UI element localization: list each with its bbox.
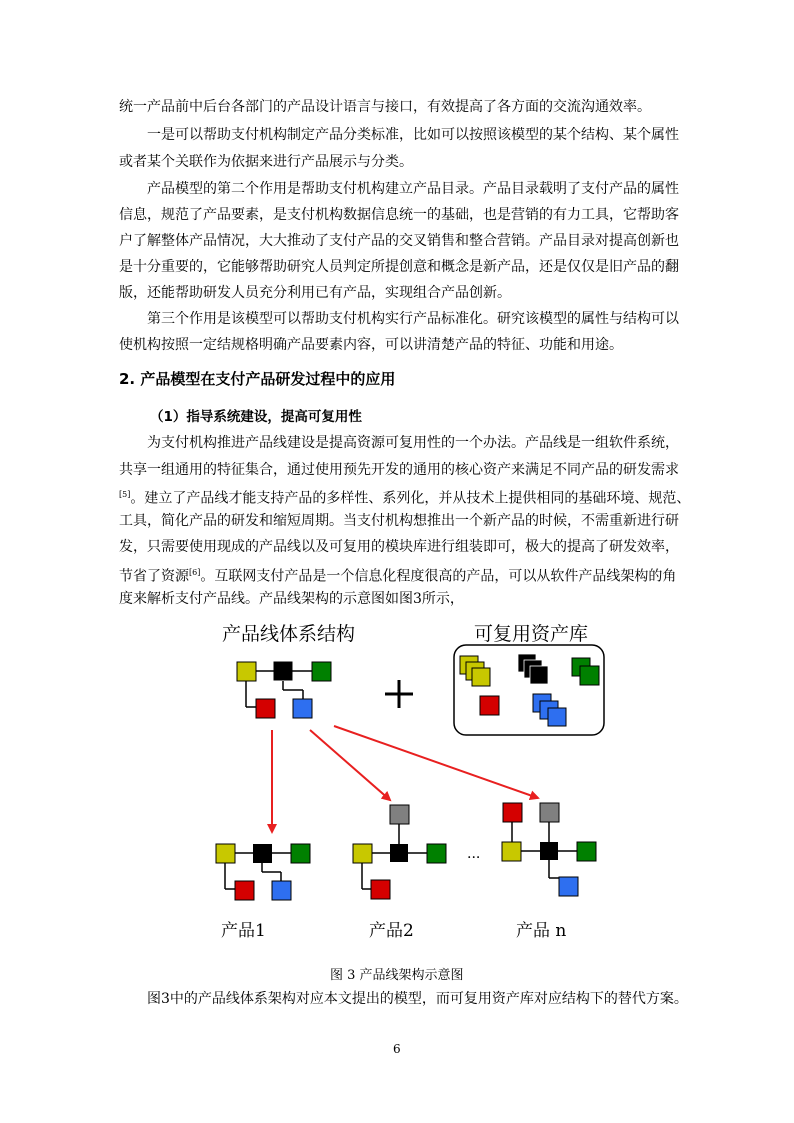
ellipsis: ... <box>467 846 481 862</box>
node-red <box>256 699 275 718</box>
figure-caption: 图 3 产品线架构示意图 <box>330 968 464 983</box>
paragraph-line: 使机构按照一定结规格明确产品要素内容，可以讲清楚产品的特征、功能和用途。 <box>119 337 623 353</box>
node-yellow <box>237 662 256 681</box>
subsection-heading: （1）指导系统建设，提高可复用性 <box>150 409 362 425</box>
paragraph-line: 一是可以帮助支付机构制定产品分类标准，比如可以按照该模型的某个结构、某个属性 <box>147 127 679 143</box>
paragraph-line: 户了解整体产品情况，大大推动了支付产品的交叉销售和整合营销。产品目录对提高创新也 <box>119 233 679 249</box>
paragraph-line: 信息，规范了产品要素，是支付机构数据信息统一的基础，也是营销的有力工具，它帮助客 <box>119 207 679 223</box>
paragraph-line: 版，还能帮助研发人员充分利用已有产品，实现组合产品创新。 <box>119 285 511 301</box>
product-label-n: 产品 n <box>516 921 567 941</box>
plus-sign <box>385 680 413 708</box>
paragraph-line: 工具，简化产品的研发和缩短周期。当支付机构想推出一个新产品的时候，不需重新进行研 <box>119 513 679 529</box>
figure-label-product-line-architecture: 产品线体系结构 <box>222 623 356 645</box>
citation-ref-5: [5] <box>119 490 131 499</box>
paragraph-line: 第三个作用是该模型可以帮助支付机构实行产品标准化。研究该模型的属性与结构可以 <box>147 311 679 327</box>
paragraph-line: 图3中的产品线体系架构对应本文提出的模型，而可复用资产库对应结构下的替代方案。 <box>147 991 688 1007</box>
product-label-2: 产品2 <box>369 921 414 941</box>
paragraph-text: 节省了资源 <box>119 568 189 585</box>
paragraph-line: 或者某个关联作为依据来进行产品展示与分类。 <box>119 154 413 170</box>
page-number: 6 <box>393 1042 401 1056</box>
paragraph-text: 。建立了产品线才能支持产品的多样性、系列化，并从技术上提供相同的基础环境、规范、 <box>130 490 691 507</box>
paragraph-line: 为支付机构推进产品线建设是提高资源可复用性的一个办法。产品线是一组软件系统， <box>147 435 679 451</box>
paragraph-line: 度来解析支付产品线。产品线架构的示意图如图3所示， <box>119 591 464 607</box>
citation-ref-6: [6] <box>189 568 201 577</box>
paragraph-line: 发，只需要使用现成的产品线以及可复用的模块库进行组装即可，极大的提高了研发效率， <box>119 539 679 555</box>
paragraph-text: 。互联网支付产品是一个信息化程度很高的产品，可以从软件产品线架构的角 <box>200 568 677 585</box>
figure-label-reusable-asset-library: 可复用资产库 <box>474 623 589 645</box>
paragraph-line: 是十分重要的，它能够帮助研究人员判定所提创意和概念是新产品，还是仅仅是旧产品的翻 <box>119 259 679 275</box>
node-blue <box>293 699 312 718</box>
node-green <box>312 662 331 681</box>
paragraph-line: 统一产品前中后台各部门的产品设计语言与接口，有效提高了各方面的交流沟通效率。 <box>119 99 651 115</box>
product-label-1: 产品1 <box>221 921 266 941</box>
node-black <box>274 662 292 680</box>
paragraph-line: 共享一组通用的特征集合，通过使用预先开发的通用的核心资产来满足不同产品的研发需求 <box>119 462 679 478</box>
paragraph-line: 产品模型的第二个作用是帮助支付机构建立产品目录。产品目录载明了支付产品的属性 <box>147 181 679 197</box>
section-heading: 2. 产品模型在支付产品研发过程中的应用 <box>119 370 396 388</box>
